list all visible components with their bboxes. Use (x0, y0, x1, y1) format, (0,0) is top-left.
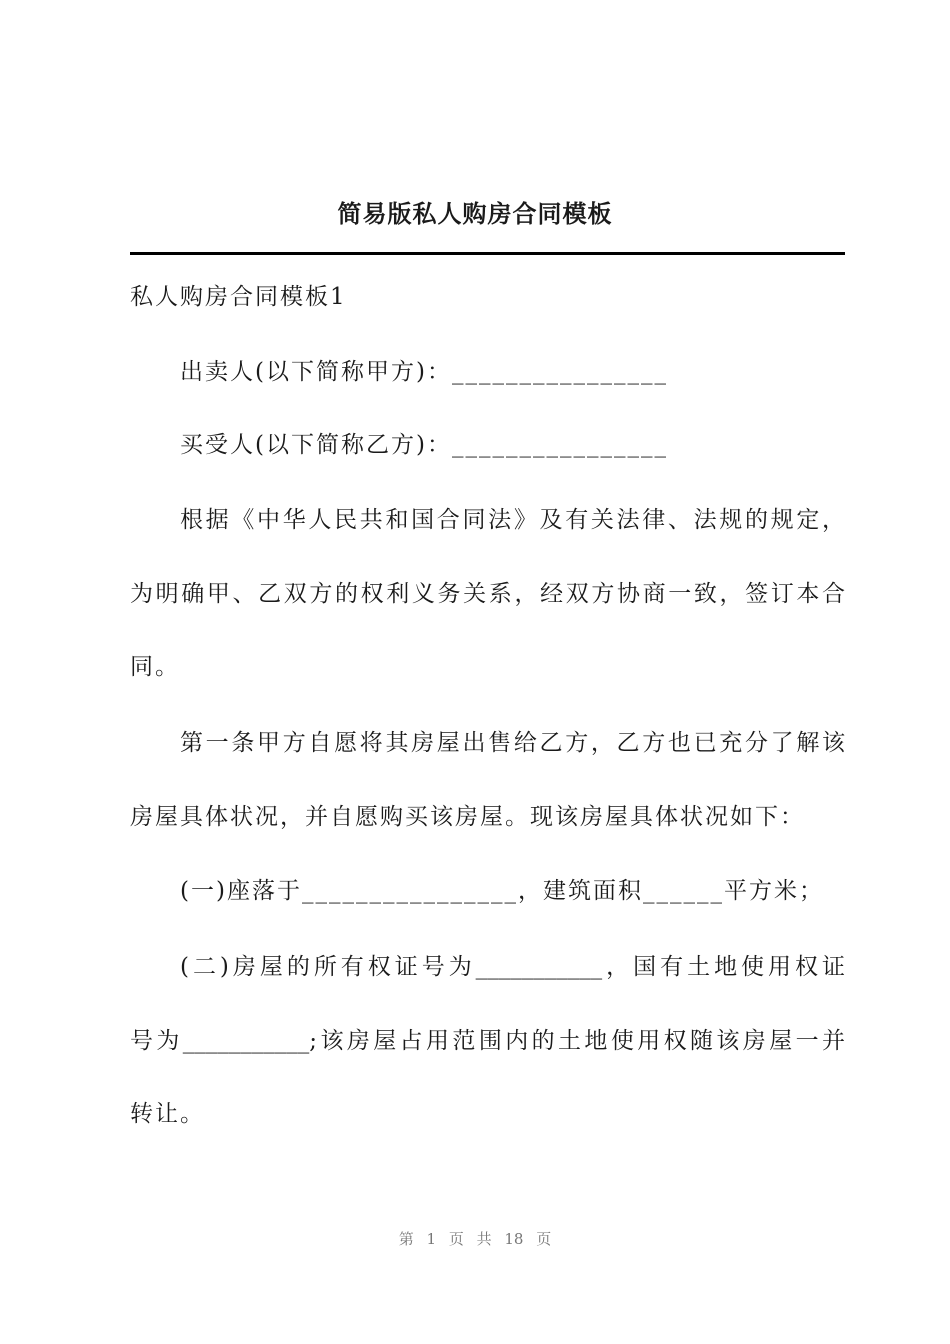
clause-item-2: (二)房屋的所有权证号为___________，国有土地使用权证 (180, 954, 845, 980)
section-heading: 私人购房合同模板1 (130, 284, 347, 310)
page-number-footer: 第 1 页 共 18 页 (398, 1230, 552, 1248)
seller-line: 出卖人(以下简称甲方)：________________ (180, 359, 668, 385)
buyer-line: 买受人(以下简称乙方)：________________ (180, 432, 668, 458)
title-divider (130, 252, 845, 255)
document-title: 简易版私人购房合同模板 (337, 199, 613, 228)
paragraph-line: 为明确甲、乙双方的权利义务关系，经双方协商一致，签订本合 (130, 581, 845, 607)
clause-item-2-continued: 号为___________;该房屋占用范围内的土地使用权随该房屋一并 (130, 1028, 845, 1054)
paragraph-line: 根据《中华人民共和国合同法》及有关法律、法规的规定， (180, 507, 845, 533)
article-line: 房屋具体状况，并自愿购买该房屋。现该房屋具体状况如下： (130, 804, 805, 830)
article-line: 第一条甲方自愿将其房屋出售给乙方，乙方也已充分了解该 (180, 730, 845, 756)
clause-item-2-end: 转让。 (130, 1101, 205, 1127)
paragraph-line: 同。 (130, 654, 180, 680)
clause-item-1: (一)座落于________________，建筑面积______平方米； (180, 878, 824, 904)
